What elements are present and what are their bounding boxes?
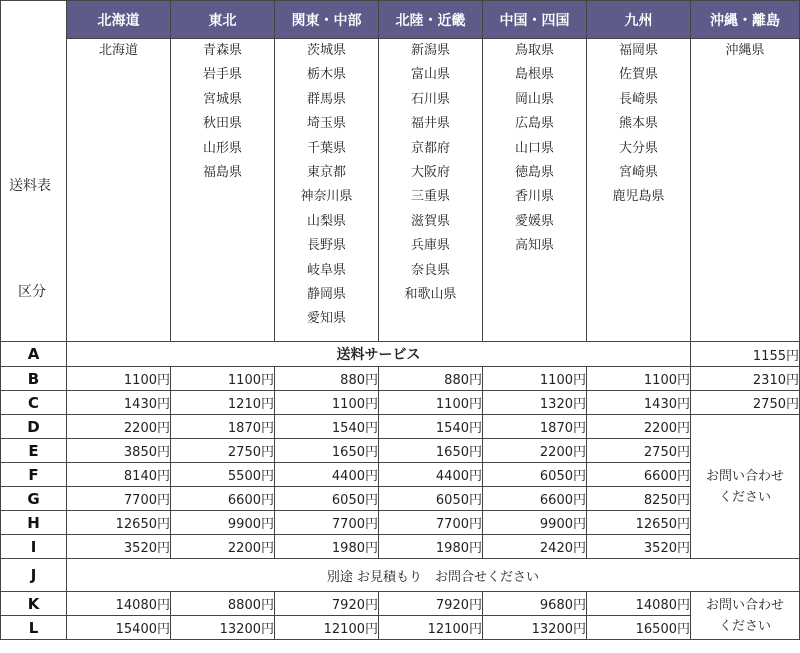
class-label: J	[1, 559, 67, 592]
rate-row	[1, 439, 800, 463]
price-cell: 3520円	[587, 535, 691, 559]
price-cell: 1980円	[275, 535, 379, 559]
price-cell: 880円	[379, 367, 483, 391]
inquiry-note	[691, 415, 800, 559]
price-cell: 6050円	[379, 487, 483, 511]
prefecture-name: 愛知県	[306, 311, 346, 327]
prefecture-list-3	[379, 39, 483, 342]
prefecture-name: 三重県	[410, 189, 450, 205]
price-cell: 1870円	[171, 415, 275, 439]
prefecture-name: 熊本県	[618, 116, 658, 132]
inquiry-note-line: ください	[718, 489, 771, 505]
price-cell: 1100円	[67, 367, 171, 391]
price-cell: 9900円	[171, 511, 275, 535]
prefecture-name: 神奈川県	[300, 189, 353, 205]
region-header-0: 北海道	[67, 1, 171, 39]
class-label: E	[1, 439, 67, 463]
price-cell: 8800円	[171, 592, 275, 616]
rate-row	[1, 463, 800, 487]
price-cell: 12650円	[67, 511, 171, 535]
prefecture-list-4	[483, 39, 587, 342]
prefecture-name: 島根県	[514, 67, 554, 83]
price-cell: 4400円	[275, 463, 379, 487]
price-cell: 8250円	[587, 487, 691, 511]
prefecture-name: 鹿児島県	[612, 189, 665, 205]
class-label: L	[1, 616, 67, 640]
prefecture-name: 広島県	[514, 116, 554, 132]
price-cell: 2200円	[171, 535, 275, 559]
price-cell: 3520円	[67, 535, 171, 559]
price-cell: 1100円	[171, 367, 275, 391]
prefecture-name: 沖縄県	[725, 43, 765, 58]
inquiry-note-line: お問い合わせ	[705, 468, 784, 484]
price-cell: 4400円	[379, 463, 483, 487]
prefecture-name: 静岡県	[306, 287, 346, 303]
rate-row-j	[1, 559, 800, 592]
price-cell: 1430円	[67, 391, 171, 415]
region-header-4: 中国・四国	[483, 1, 587, 39]
class-label: A	[1, 342, 67, 367]
region-header-5: 九州	[587, 1, 691, 39]
price-cell: 2310円	[691, 367, 800, 391]
prefecture-name: 福岡県	[618, 43, 658, 58]
price-cell: 1100円	[587, 367, 691, 391]
prefecture-name: 栃木県	[306, 67, 346, 83]
price-cell: 880円	[275, 367, 379, 391]
prefecture-name: 長崎県	[618, 91, 658, 107]
class-label: H	[1, 511, 67, 535]
region-header-2: 関東・中部	[275, 1, 379, 39]
prefecture-name: 山梨県	[306, 213, 346, 229]
free-shipping-service: 送料サービス	[67, 342, 691, 367]
prefecture-name: 秋田県	[202, 116, 242, 132]
prefecture-list-5	[587, 39, 691, 342]
prefecture-name: 兵庫県	[410, 238, 450, 254]
rate-row	[1, 391, 800, 415]
price-cell: 2750円	[171, 439, 275, 463]
price-cell: 13200円	[171, 616, 275, 640]
price-cell: 12650円	[587, 511, 691, 535]
prefecture-name: 群馬県	[306, 91, 346, 107]
separate-quote-note: 別途 お見積もり お問合せください	[67, 559, 800, 592]
price-cell: 7700円	[275, 511, 379, 535]
price-cell: 5500円	[171, 463, 275, 487]
rate-row	[1, 592, 800, 616]
region-header-1: 東北	[171, 1, 275, 39]
prefecture-list-1	[171, 39, 275, 342]
price-cell: 1100円	[379, 391, 483, 415]
prefecture-name: 東京都	[306, 165, 346, 181]
prefecture-name: 茨城県	[306, 43, 346, 58]
price-cell: 3850円	[67, 439, 171, 463]
prefecture-name: 京都府	[410, 140, 450, 156]
price-cell: 2200円	[483, 439, 587, 463]
price-cell: 15400円	[67, 616, 171, 640]
price-cell: 9680円	[483, 592, 587, 616]
table-title: 送料表	[9, 178, 51, 194]
prefecture-name: 宮崎県	[618, 165, 658, 181]
price-cell: 1100円	[483, 367, 587, 391]
rate-row	[1, 535, 800, 559]
region-header-row	[1, 1, 800, 39]
price-cell: 1540円	[379, 415, 483, 439]
price-cell: 2200円	[587, 415, 691, 439]
price-cell: 8140円	[67, 463, 171, 487]
prefecture-name: 山口県	[514, 140, 554, 156]
price-cell: 6600円	[587, 463, 691, 487]
price-cell: 2420円	[483, 535, 587, 559]
class-label: G	[1, 487, 67, 511]
inquiry-note-line: ください	[718, 618, 771, 634]
price-cell: 14080円	[67, 592, 171, 616]
prefecture-name: 福井県	[410, 116, 450, 132]
prefecture-name: 岐阜県	[306, 262, 346, 278]
prefecture-name: 千葉県	[306, 140, 346, 156]
class-label: F	[1, 463, 67, 487]
price-cell: 7920円	[275, 592, 379, 616]
prefecture-name: 奈良県	[410, 262, 450, 278]
price-cell: 1155円	[691, 342, 800, 367]
prefecture-list-6	[691, 39, 800, 342]
prefecture-list-2	[275, 39, 379, 342]
prefecture-name: 和歌山県	[404, 287, 457, 303]
class-column-label: 区分	[18, 284, 46, 300]
region-header-3: 北陸・近畿	[379, 1, 483, 39]
prefecture-name: 宮城県	[202, 91, 242, 107]
price-cell: 7700円	[379, 511, 483, 535]
price-cell: 1870円	[483, 415, 587, 439]
price-cell: 6050円	[275, 487, 379, 511]
prefecture-name: 岩手県	[202, 67, 242, 83]
price-cell: 14080円	[587, 592, 691, 616]
price-cell: 16500円	[587, 616, 691, 640]
price-cell: 2750円	[691, 391, 800, 415]
prefecture-name: 埼玉県	[306, 116, 346, 132]
prefecture-name: 石川県	[410, 91, 450, 107]
class-label: K	[1, 592, 67, 616]
class-label: B	[1, 367, 67, 391]
rate-row-a	[1, 342, 800, 367]
prefecture-list-row	[1, 39, 800, 342]
prefecture-name: 福島県	[202, 165, 242, 181]
price-cell: 12100円	[275, 616, 379, 640]
region-header-6: 沖縄・離島	[691, 1, 800, 39]
prefecture-name: 長野県	[306, 238, 346, 254]
prefecture-name: 佐賀県	[618, 67, 658, 83]
rate-row	[1, 487, 800, 511]
price-cell: 1650円	[379, 439, 483, 463]
prefecture-name: 高知県	[514, 238, 554, 254]
table-corner-cell	[1, 1, 67, 342]
price-cell: 1650円	[275, 439, 379, 463]
price-cell: 1430円	[587, 391, 691, 415]
prefecture-name: 富山県	[410, 67, 450, 83]
prefecture-name: 新潟県	[410, 43, 450, 58]
rate-row	[1, 511, 800, 535]
price-cell: 6600円	[483, 487, 587, 511]
inquiry-note-line: お問い合わせ	[705, 597, 784, 613]
price-cell: 1980円	[379, 535, 483, 559]
prefecture-name: 大分県	[618, 140, 658, 156]
prefecture-name: 徳島県	[514, 165, 554, 181]
prefecture-name: 山形県	[202, 140, 242, 156]
prefecture-name: 香川県	[514, 189, 554, 205]
price-cell: 2750円	[587, 439, 691, 463]
rate-row	[1, 415, 800, 439]
price-cell: 6600円	[171, 487, 275, 511]
prefecture-name: 青森県	[202, 43, 242, 58]
price-cell: 12100円	[379, 616, 483, 640]
class-label: D	[1, 415, 67, 439]
prefecture-name: 大阪府	[410, 165, 450, 181]
price-cell: 13200円	[483, 616, 587, 640]
price-cell: 1100円	[275, 391, 379, 415]
class-label: I	[1, 535, 67, 559]
prefecture-name: 北海道	[98, 43, 138, 58]
price-cell: 9900円	[483, 511, 587, 535]
price-cell: 6050円	[483, 463, 587, 487]
price-cell: 1210円	[171, 391, 275, 415]
rate-row	[1, 616, 800, 640]
class-label: C	[1, 391, 67, 415]
price-cell: 1320円	[483, 391, 587, 415]
prefecture-name: 岡山県	[514, 91, 554, 107]
inquiry-note	[691, 592, 800, 640]
price-cell: 7700円	[67, 487, 171, 511]
prefecture-name: 愛媛県	[514, 213, 554, 229]
rate-row	[1, 367, 800, 391]
prefecture-name: 鳥取県	[514, 43, 554, 58]
prefecture-list-0	[67, 39, 171, 342]
price-cell: 7920円	[379, 592, 483, 616]
prefecture-name: 滋賀県	[410, 213, 450, 229]
price-cell: 2200円	[67, 415, 171, 439]
price-cell: 1540円	[275, 415, 379, 439]
